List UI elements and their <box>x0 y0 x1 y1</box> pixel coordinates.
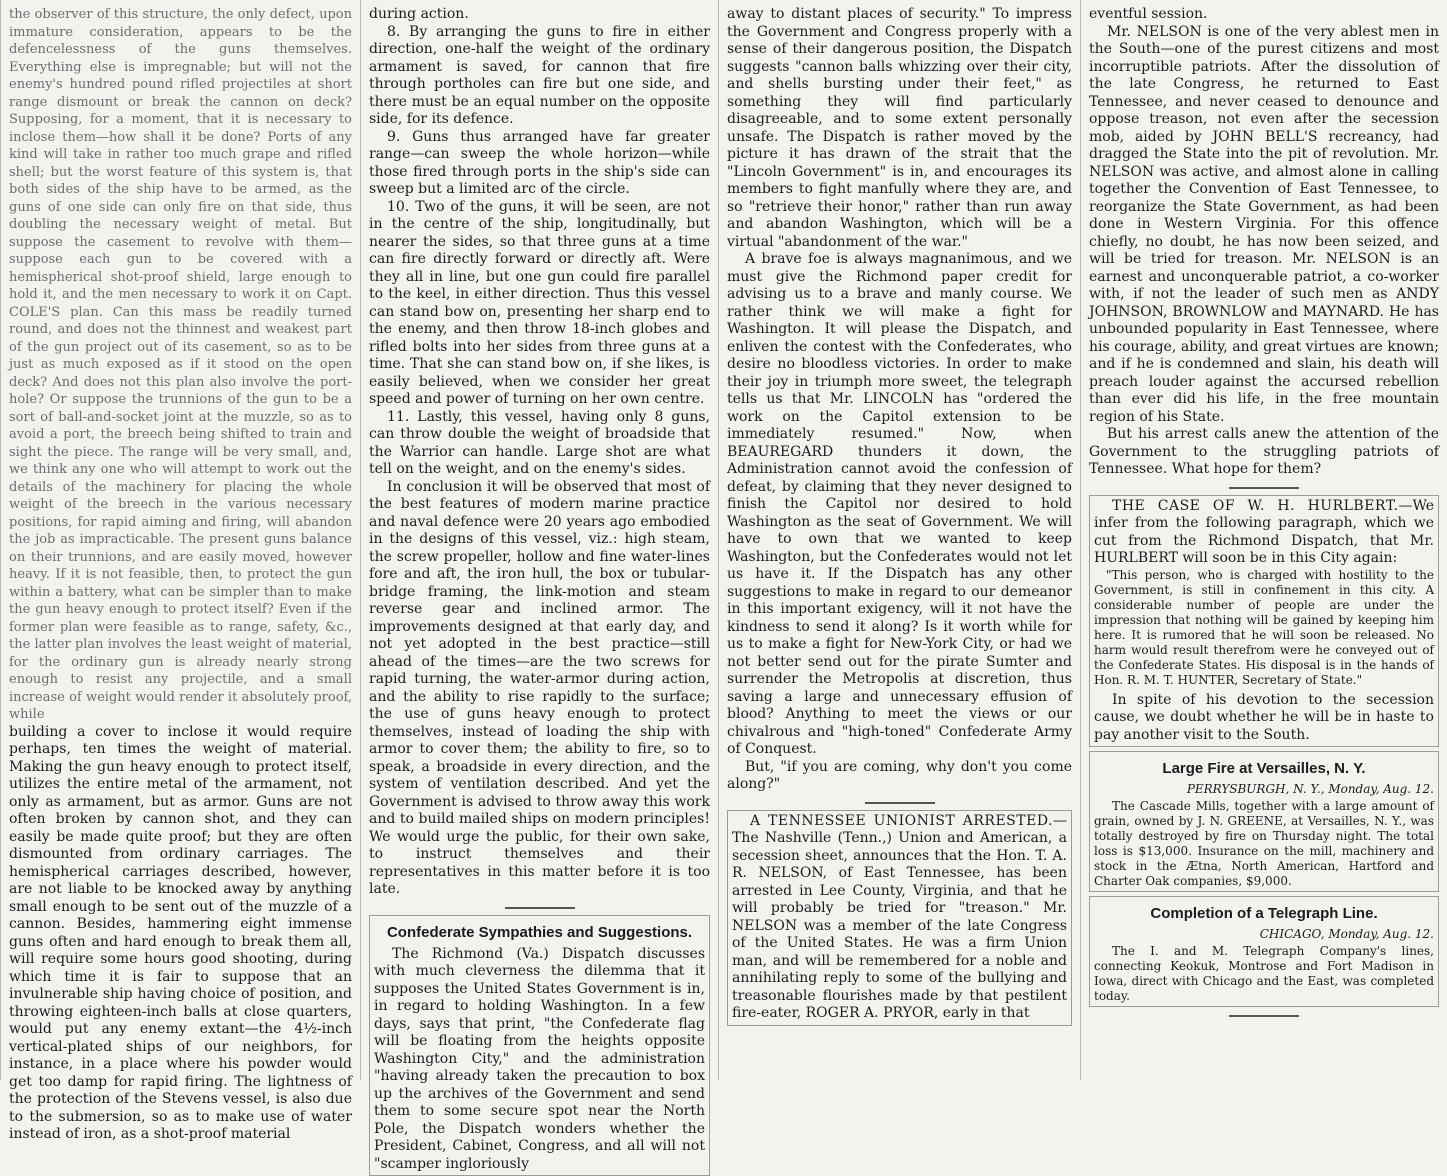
section-divider <box>1229 487 1299 489</box>
article-paragraph: away to distant places of security." To impress the Government and Congress properly with a sense of their dangerous position, the Dispatch suggests "cannon balls whizzing over their city, and shells bursting under their feet," as something they will find particularly disagreeable, and to some extent personally unsafe. The Dispatch is rather moved by the picture it has drawn of the strait that the "Lincoln Government" is in, and encourages its members to fight manfully where they are, and so "retrieve their honor," rather than run away and abandon Washington, which will be a virtual "abandonment of the war." <box>727 6 1072 251</box>
article-paragraph: 9. Guns thus arranged have far greater range—can sweep the whole horizon—while those fired through ports in the ship's side can sweep but a limited arc of the circle. <box>369 129 710 199</box>
quoted-paragraph: "This person, who is charged with hostility to the Government, is still in confinement in this city. A considerable number of people are under the impression that nothing will be gained by keeping him here. It is rumored that he will soon be released. No harm would result therefrom were he conveyed out of the Confederate States. His disposal is in the hands of Hon. R. M. T. HUNTER, Secretary of State." <box>1094 568 1434 688</box>
section-divider <box>865 802 935 804</box>
article-paragraph: In spite of his devotion to the secession cause, we doubt whether he will be in haste to pay another visit to the South. <box>1094 692 1434 745</box>
article-paragraph: eventful session. <box>1089 6 1439 24</box>
dateline: CHICAGO, Monday, Aug. 12. <box>1094 927 1434 942</box>
section-divider <box>1229 1015 1299 1017</box>
column-4 <box>1080 0 1447 1080</box>
article-paragraph: 11. Lastly, this vessel, having only 8 guns, can throw double the weight of broadside that the Warrior can handle. Large shot are what tell on the weight, and on the enemy's sides. <box>369 409 710 479</box>
article-clipping <box>369 915 710 1176</box>
article-paragraph: 10. Two of the guns, it will be seen, are not in the centre of the ship, longitudinally, but nearer the sides, so that three guns at a time can fire directly forward or directly aft. Were they all in line, but one gun could fire parallel to the keel, in either direction. Thus this vessel can stand bow on, presenting her sharp end to the enemy, and then throw 18-inch globes and rifled bolts into her sides from three guns at a time. That she can stand bow on, if she likes, is easily believed, when we consider her great speed and power of turning on her own centre. <box>369 199 710 409</box>
article-paragraph: the observer of this structure, the only defect, upon immature consideration, appears to be the defencelessness of the guns themselves. Everything else is impregnable; but will not the enemy's hundred pound rifled projectiles at short range dismount or break the cannon on deck? Supposing, for a moment, that it is necessary to inclose them—how shall it be done? Ports of any kind will take in rather too much grape and rifled shell; but the worst feature of this system is, that both sides of the ship have to be armed, as the guns of one side can only fire on that side, thus doubling the necessary weight of metal. But suppose the casement to revolve with them—suppose each gun to be covered with a hemispherical shot-proof shield, large enough to hold it, and the men necessary to work it on Capt. COLE'S plan. Can this mass be readily turned round, and does not the thinnest and weakest part of the gun project out of its casement, so as to be just as much exposed as if it stood on the open deck? And does not this plan also involve the port-hole? Or suppose the trunnions of the gun to be a sort of ball-and-socket joint at the muzzle, so as to avoid a port, the breech being shifted to train and sight the piece. The range will be very small, and, we think any one who will attempt to work out the details of the machinery for placing the whole weight of the breech in the various necessary positions, for rapid aiming and firing, will abandon the job as impracticable. The present guns balance on their trunnions, and are easily moved, however heavy. If it is not feasible, then, to protect the gun within a battery, what can be simpler than to make the gun heavy enough to protect itself? Even if the former plan were feasible as to range, safety, &c., the latter plan involves the least weight of material, for the ordinary gun is already nearly strong enough to resist any projectile, and a small increase of weight would render it absolutely proof, while <box>9 6 352 724</box>
article-text: —The Nashville (Tenn.,) Union and American, a secession sheet, announces that the Hon. T. A. R. NELSON, of East Tennessee, has been arrested in Lee County, Virginia, and that he will probably be tried for "treason." Mr. NELSON was a member of the late Congress of the United States. He was a firm Union man, and will be remembered for a noble and annihilating reply to some of the bullying and treasonable flourishes made by that pestilent fire-eater, ROGER A. PRYOR, early in that <box>732 813 1067 1022</box>
article-heading: THE CASE OF W. H. HURLBERT. <box>1112 498 1398 514</box>
article-text: —We infer from the following paragraph, which we cut from the Richmond Dispatch, that Mr. HURLBERT will soon be in this City again: <box>1094 498 1434 567</box>
article-paragraph: Mr. NELSON is one of the very ablest men in the South—one of the purest citizens and most incorruptible patriots. After the dissolution of the late Congress, he returned to East Tennessee, and never ceased to denounce and oppose treason, not even after the secession mob, aided by JOHN BELL'S recreancy, had dragged the State into the pit of revolution. Mr. NELSON was active, and almost alone in calling together the Convention of East Tennessee, to reorganize the State Government, as had been done in Western Virginia. For this offence chiefly, no doubt, he has now been seized, and will be tried for treason. Mr. NELSON is an earnest and unconquerable patriot, a co-worker with, if not the leader of such men as ANDY JOHNSON, BROWNLOW and MAYNARD. He has unbounded popularity in East Tennessee, where his courage, ability, and great virtues are known; and if he is condemned and slain, his death will preach louder against the accursed rebellion than ever did his life, in the free mountain region of his State. <box>1089 24 1439 427</box>
article-heading: A TENNESSEE UNIONIST ARRESTED. <box>750 813 1053 829</box>
article-paragraph: 8. By arranging the guns to fire in either direction, one-half the weight of the ordinary armament is saved, for cannon that fire through portholes can fire but one side, and there must be an equal number on the opposite side, for its defence. <box>369 24 710 129</box>
article-heading: Confederate Sympathies and Suggestions. <box>374 924 705 942</box>
article-paragraph: But his arrest calls anew the attention of the Government to the struggling patriots of Tennessee. What hope for them? <box>1089 426 1439 479</box>
article-heading: Large Fire at Versailles, N. Y. <box>1094 760 1434 778</box>
article-heading: Completion of a Telegraph Line. <box>1094 905 1434 923</box>
section-divider <box>505 907 575 909</box>
column-1 <box>0 0 360 1080</box>
column-2 <box>360 0 718 1080</box>
article-paragraph: The I. and M. Telegraph Company's lines, connecting Keokuk, Montrose and Fort Madison in Iowa, direct with Chicago and the East, was completed today. <box>1094 944 1434 1004</box>
article-paragraph: The Cascade Mills, together with a large amount of grain, owned by J. N. GREENE, at Versailles, N. Y., was totally destroyed by fire on Thursday night. The total loss is $13,000. Insurance on the mill, machinery and stock in the Ætna, North American, Hartford and Charter Oak companies, $9,000. <box>1094 799 1434 889</box>
article-paragraph: But, "if you are coming, why don't you come along?" <box>727 759 1072 794</box>
article-paragraph: during action. <box>369 6 710 24</box>
article-paragraph: The Richmond (Va.) Dispatch discusses with much cleverness the dilemma that it supposes the United States Government is in, in regard to holding Washington. In a few days, says that print, "the Confederate flag will be floating from the heights opposite Washington City," and the administration "having already taken the precaution to box up the archives of the Government and send them to some secure spot near the North Pole, the Dispatch wonders whether the President, Cabinet, Congress, and all will not "scamper ingloriously <box>374 946 705 1174</box>
article-clipping <box>1089 751 1439 892</box>
article-clipping <box>727 810 1072 1026</box>
article-paragraph: building a cover to inclose it would require perhaps, ten times the weight of material. Making the gun heavy enough to protect itself, utilizes the entire metal of the armament, not only as armament, but as armor. Guns are not often broken by cannon shot, and they can easily be made quite proof; but they are often dismounted from ordinary carriages. The hemispherical carriages described, however, are not liable to be knocked away by anything small enough to be sent out of the muzzle of a cannon. Besides, hammering eight immense guns often and hard enough to break them all, will require some hours good shooting, during which time it is fair to suppose that an invulnerable ship having choice of position, and throwing eighteen-inch balls at close quarters, would put any enemy extant—the 4½-inch vertical-plated ships of our neighbors, for instance, in a place where his powder would get too damp for rapid firing. The lightness of the protection of the Stevens vessel, is also due to the submersion, so as to make use of water instead of iron, as a shot-proof material <box>9 724 352 1144</box>
dateline: PERRYSBURGH, N. Y., Monday, Aug. 12. <box>1094 782 1434 797</box>
article-clipping <box>1089 896 1439 1007</box>
article-paragraph: A brave foe is always magnanimous, and we must give the Richmond paper credit for advising us to a brave and manly course. We rather think we will make a fight for Washington. It will please the Dispatch, and enliven the contest with the Confederates, who desire no bloodless victories. In order to make their joy in triumph more sweet, the telegraph tells us that Mr. LINCOLN has "ordered the work on the Capitol extension to be immediately resumed." Now, when BEAUREGARD thunders it down, the Administration cannot avoid the confession of defeat, by claiming that they never designed to finish the Capitol nor desired to hold Washington as the seat of Government. We will have to own that we wanted to keep Washington, but the Confederates would not let us have it. If the Dispatch has any other suggestions to make in regard to our demeanor in this important exigency, will it not have the kindness to send it along? Is it worth while for us to make a fight for New-York City, or had we not better send out for the pirate Sumter and surrender the Metropolis at discretion, thus saving a large and unnecessary effusion of blood? Anything to meet the views or our chivalrous and "high-toned" Confederate Army of Conquest. <box>727 251 1072 759</box>
column-3 <box>718 0 1080 1080</box>
article-paragraph: In conclusion it will be observed that most of the best features of modern marine practice and naval defence were 20 years ago embodied in the designs of this vessel, viz.: high steam, the screw propeller, hollow and fine water-lines fore and aft, the iron hull, the box or tubular-bridge framing, the link-motion and steam reverse gear and inclined armor. The improvements designed at that early day, and not yet adopted in the best practice—still ahead of the times—are the two screws for rapid turning, the water-armor during action, and the ability to rise rapidly to the surface; the use of guns heavy enough to protect themselves, instead of loading the ship with armor to cover them; the ability to fire, so to speak, a broadside in every direction, and the system of ventilation described. And yet the Government is advised to throw away this work and to build mailed ships on modern principles! We would urge the public, for their own sake, to instruct themselves and their representatives in this matter before it is too late. <box>369 479 710 899</box>
article-clipping <box>1089 495 1439 748</box>
